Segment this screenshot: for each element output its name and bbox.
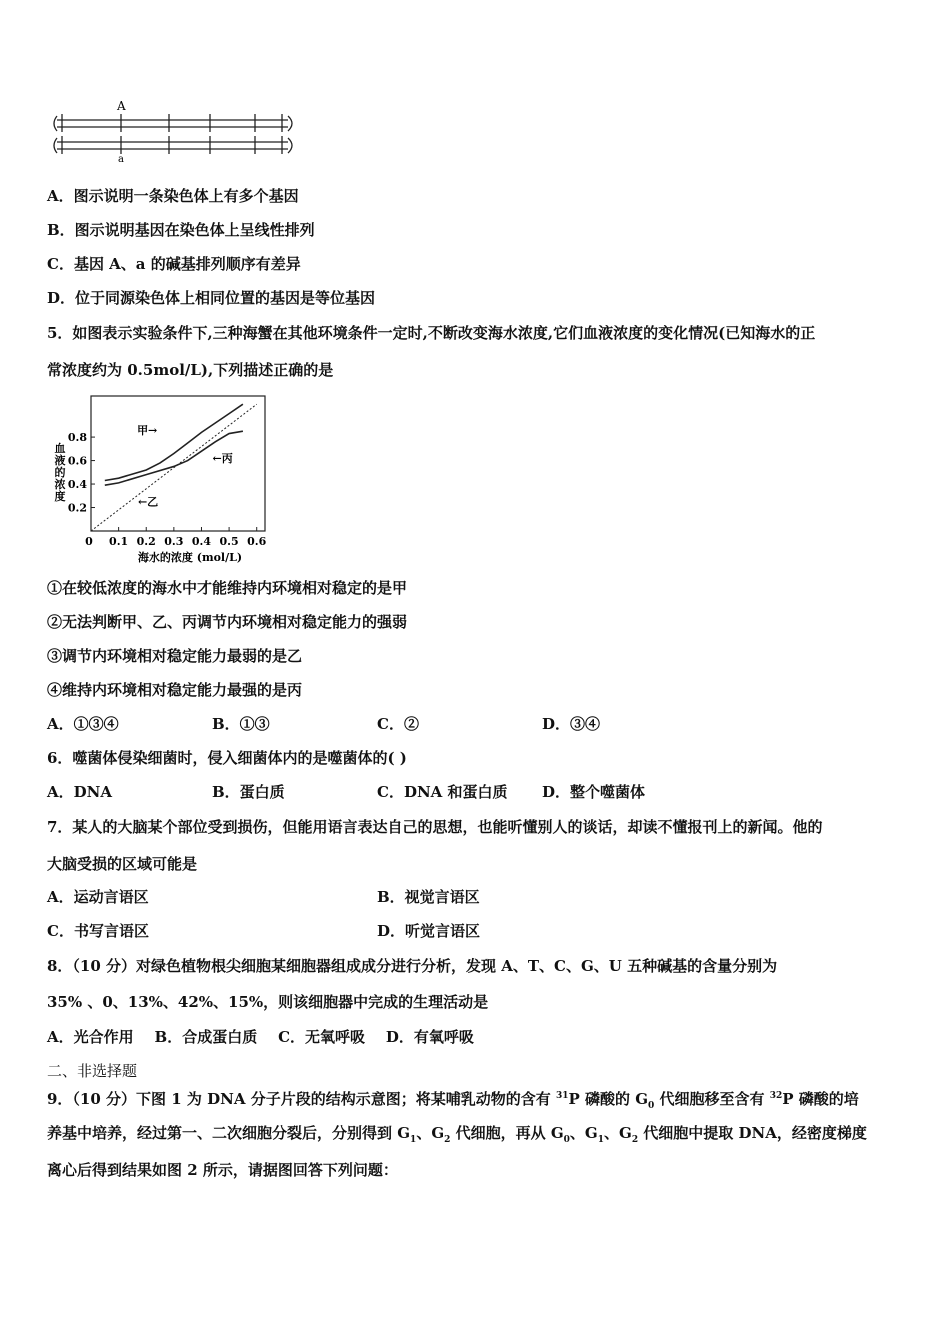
gene-label-upper: A [117,99,126,113]
chromosome-figure [50,98,300,164]
q9-question-line3: 离心后得到结果如图 2 所示，请据图回答下列问题： [47,1161,398,1179]
gene-label-lower: a [118,154,124,164]
x-tick-label: 0.1 [109,535,129,548]
x-tick-label: 0 [85,535,93,548]
q5-option-c: C．② [377,715,419,733]
q7-option-c: C．书写言语区 [47,922,149,940]
q5-statement-3: ③调节内环境相对稳定能力最弱的是乙 [47,647,303,665]
x-tick-label: 0.2 [136,535,156,548]
x-tick-label: 0.3 [164,535,184,548]
x-tick-label: 0.5 [219,535,239,548]
q8-question-line1: 8．（10 分）对绿色植物根尖细胞某细胞器组成成分进行分析，发现 A、T、C、G、U 五种碱基的含量分别为 [47,957,778,975]
series-line-1 [105,404,243,480]
q6-option-b: B．蛋白质 [212,783,285,801]
q7-option-a: A．运动言语区 [47,888,149,906]
section-heading: 二、非选择题 [47,1062,138,1080]
q9-question-line2: 养基中培养，经过第一、二次细胞分裂后，分别得到 $G_1$、$G_2$ 代细胞，再从 $G_0$、$G_1$、$G_2$ 代细胞中提取 DNA，经密度梯度 [47,1124,867,1145]
q6-option-a: A．DNA [47,783,112,801]
q5-statement-2: ②无法判断甲、乙、丙调节内环境相对稳定能力的强弱 [47,613,408,631]
q5-option-a: A．①③④ [47,715,119,733]
q7-option-d: D．听觉言语区 [377,922,481,940]
q5-question-line1: 5．如图表示实验条件下,三种海蟹在其他环境条件一定时,不断改变海水浓度,它们血液浓度的变化情况(已知海水的正 [47,324,816,342]
q4-option-c: C．基因 A、a 的碱基排列顺序有差异 [47,255,301,273]
q7-question-line1: 7．某人的大脑某个部位受到损伤，但能用语言表达自己的思想，也能听懂别人的谈话，却读不懂报刊上的新闻。他的 [47,818,823,836]
series-label-3: ←丙 [212,452,233,466]
y-axis-label: 血液的浓度 [54,442,66,503]
q9-question-line1: 9．（10 分）下图 1 为 DNA 分子片段的结构示意图；将某哺乳动物的含有 $^{31}$P 磷酸的 $G_0$ 代细胞移至含有 $^{32}$P 磷酸的培 [47,1090,859,1111]
y-tick-label: 0.2 [67,501,87,515]
series-label-1: 甲→ [137,424,158,438]
q5-option-d: D．③④ [542,715,601,733]
q6-question: 6．噬菌体侵染细菌时，侵入细菌体内的是噬菌体的( ) [47,749,407,767]
q5-statement-1: ①在较低浓度的海水中才能维持内环境相对稳定的是甲 [47,579,408,597]
q5-question-line2: 常浓度约为 0.5mol/L),下列描述正确的是 [47,361,334,379]
q6-option-c: C．DNA 和蛋白质 [377,783,508,801]
q8-question-line2: 35% 、0、13%、42%、15%，则该细胞器中完成的生理活动是 [47,993,489,1011]
q7-option-b: B．视觉言语区 [377,888,480,906]
blood-concentration-chart [50,390,280,568]
x-axis-label: 海水的浓度 (mol/L) [137,551,243,564]
series-label-2: ←乙 [137,495,159,509]
q4-option-d: D．位于同源染色体上相同位置的基因是等位基因 [47,289,376,307]
x-tick-label: 0.6 [247,535,267,548]
q4-option-a: A．图示说明一条染色体上有多个基因 [47,187,299,205]
q4-option-b: B．图示说明基因在染色体上呈线性排列 [47,221,315,239]
series-line-2 [91,404,257,531]
y-tick-label: 0.6 [67,454,87,468]
q5-option-b: B．①③ [212,715,270,733]
q7-question-line2: 大脑受损的区域可能是 [47,855,198,873]
q5-statement-4: ④维持内环境相对稳定能力最强的是丙 [47,681,303,699]
x-tick-label: 0.4 [191,535,212,548]
q6-option-d: D．整个噬菌体 [542,783,646,801]
y-tick-label: 0.4 [67,478,87,492]
y-tick-label: 0.8 [67,431,87,445]
q8-options: A．光合作用 B．合成蛋白质 C．无氧呼吸 D．有氧呼吸 [47,1028,474,1046]
